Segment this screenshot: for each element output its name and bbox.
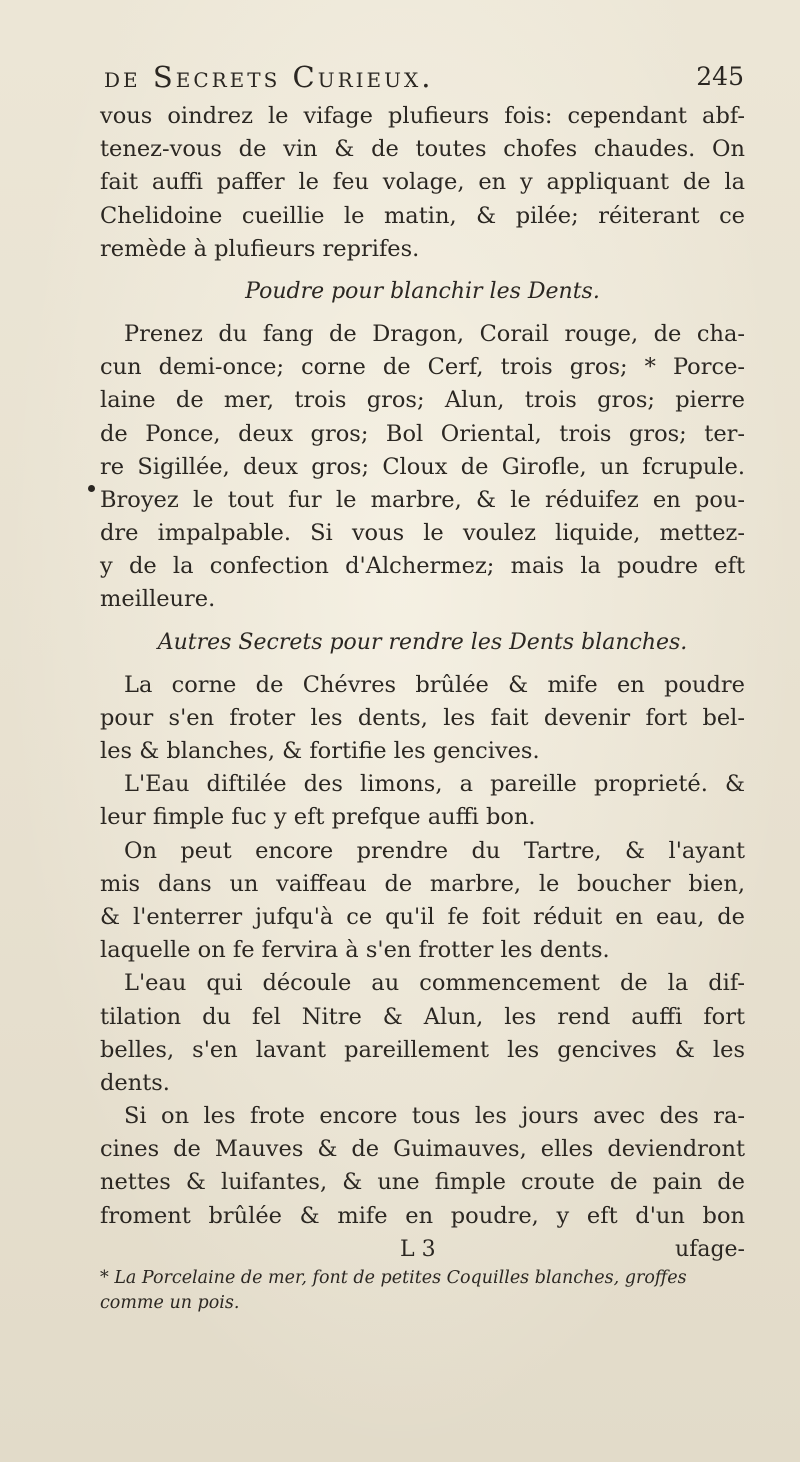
text-line: laine de mer, trois gros; Alun, trois gros; pierre (100, 387, 745, 414)
text-line: Chelidoine cueillie le matin, & pilée; réiterant ce (100, 202, 745, 229)
text-line: de Ponce, deux gros; Bol Oriental, trois gros; ter- (100, 420, 745, 447)
text-line: Prenez du fang de Dragon, Corail rouge, de cha- (124, 320, 745, 347)
section-heading: Poudre pour blanchir les Dents. (245, 278, 600, 304)
footnote-line: comme un pois. (100, 1292, 240, 1313)
page-number: 245 (696, 62, 744, 91)
text-line: vous oindrez le vifage plufieurs fois: cependant abf- (100, 103, 745, 129)
ink-dot-mark (88, 485, 95, 492)
paragraph-1 (100, 100, 745, 266)
text-line: re Sigillée, deux gros; Cloux de Girofle, un fcrupule. (100, 453, 745, 480)
text-line: tilation du fel Nitre & Alun, les rend auffi fort (100, 1003, 745, 1030)
text-line: dre impalpable. Si vous le voulez liquide, mettez- (100, 520, 745, 547)
running-head (104, 60, 744, 96)
signature-line (100, 1233, 745, 1266)
paragraph-2 (100, 318, 745, 617)
section-heading: Autres Secrets pour rendre les Dents blanches. (157, 629, 688, 655)
signature-mark: L 3 (400, 1236, 436, 1262)
paragraph-7 (100, 1100, 745, 1233)
text-line: La corne de Chévres brûlée & mife en poudre (124, 671, 745, 698)
text-line: dents. (100, 1069, 170, 1096)
text-line: remède à plufieurs reprifes. (100, 235, 420, 262)
text-line: Si on les frote encore tous les jours avec des ra- (124, 1103, 745, 1130)
paragraph-6 (100, 967, 745, 1100)
paragraph-3 (100, 669, 745, 769)
text-line: meilleure. (100, 586, 216, 613)
text-line: belles, s'en lavant pareillement les gencives & les (100, 1036, 745, 1063)
text-line: & l'enterrer jufqu'à ce qu'il fe foit réduit en eau, de (100, 903, 745, 930)
text-line: pour s'en froter les dents, les fait devenir fort bel- (100, 704, 745, 731)
text-line: Broyez le tout fur le marbre, & le réduifez en pou- (100, 486, 745, 513)
paragraph-5 (100, 835, 745, 968)
text-line: froment brûlée & mife en poudre, y eft d'un bon (100, 1202, 745, 1229)
footnote-line: * La Porcelaine de mer, font de petites Coquilles blanches, groffes (100, 1267, 687, 1288)
text-line: y de la confection d'Alchermez; mais la poudre eft (100, 553, 745, 580)
text-line: cines de Mauves & de Guimauves, elles deviendront (100, 1136, 745, 1163)
text-line: cun demi-once; corne de Cerf, trois gros; * Porce- (100, 354, 745, 381)
text-line: L'Eau diftilée des limons, a pareille proprieté. & (124, 771, 745, 798)
text-line: les & blanches, & fortifie les gencives. (100, 738, 540, 764)
text-line: leur fimple fuc y eft prefque auffi bon. (100, 804, 536, 831)
text-line: fait auffi paffer le feu volage, en y appliquant de la (100, 169, 745, 196)
text-line: nettes & luifantes, & une fimple croute de pain de (100, 1169, 745, 1196)
text-block (100, 100, 745, 1316)
footnote (100, 1266, 745, 1316)
text-line: tenez-vous de vin & de toutes chofes chaudes. On (100, 136, 745, 163)
text-line: On peut encore prendre du Tartre, & l'ayant (124, 837, 745, 864)
catchword: ufage- (675, 1236, 745, 1262)
running-title: de Secrets Curieux. (104, 60, 434, 94)
paragraph-4 (100, 768, 745, 834)
text-line: laquelle on fe fervira à s'en frotter les dents. (100, 937, 610, 964)
text-line: L'eau qui découle au commencement de la dif- (124, 970, 745, 997)
text-line: mis dans un vaiffeau de marbre, le boucher bien, (100, 870, 745, 897)
